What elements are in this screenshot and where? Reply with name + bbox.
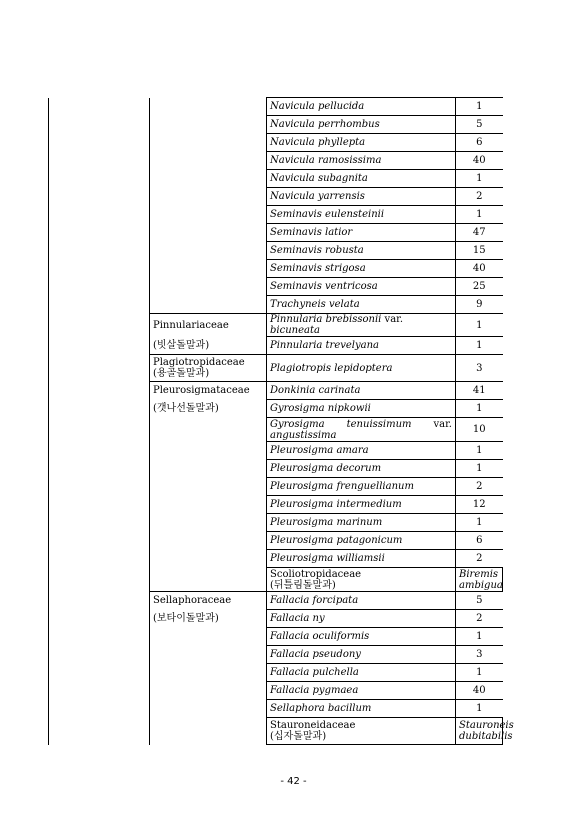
count-cell: 12 — [456, 496, 503, 514]
family-cell — [150, 355, 267, 382]
species-name: Gyrosigma nipkowii — [267, 400, 456, 418]
family-korean: (보타이돌말과) — [150, 610, 267, 628]
species-name: Seminavis strigosa — [267, 260, 456, 278]
species-name: Navicula pellucida — [267, 98, 456, 116]
page-number: - 42 - — [280, 776, 307, 787]
species-name: Navicula subagnita — [267, 170, 456, 188]
species-name: Seminavis robusta — [267, 242, 456, 260]
count-cell: 40 — [456, 260, 503, 278]
species-name: Navicula perrhombus — [267, 116, 456, 134]
count-cell: 1 — [456, 514, 503, 532]
family-name: Stauroneidaceae — [270, 720, 356, 731]
species-name: Gyrosigma tenuissimum var. angustissima — [267, 418, 456, 442]
species-name: Pleurosigma williamsii — [267, 550, 456, 568]
species-name: Pinnularia brebissonii var. bicuneata — [267, 314, 456, 337]
family-cell — [150, 418, 267, 592]
species-name: Pleurosigma decorum — [267, 460, 456, 478]
count-cell: 1 — [456, 460, 503, 478]
count-cell: 3 — [456, 646, 503, 664]
species-name: Navicula ramosissima — [267, 152, 456, 170]
count-cell: 1 — [456, 628, 503, 646]
species-name: Biremis ambigua — [456, 568, 503, 592]
species-name: Pleurosigma frenguellianum — [267, 478, 456, 496]
species-name: Navicula yarrensis — [267, 188, 456, 206]
count-cell: 3 — [456, 355, 503, 382]
species-name: Sellaphora bacillum — [267, 700, 456, 718]
count-cell: 5 — [456, 592, 503, 610]
species-table — [48, 97, 514, 745]
species-name: Plagiotropis lepidoptera — [267, 355, 456, 382]
species-name: Pleurosigma intermedium — [267, 496, 456, 514]
count-cell: 1 — [456, 314, 503, 337]
family-name: Plagiotropidaceae — [153, 357, 245, 368]
species-name: Fallacia oculiformis — [267, 628, 456, 646]
species-name: Stauroneis dubitabilis — [456, 718, 503, 745]
count-cell: 1 — [456, 206, 503, 224]
count-cell: 6 — [456, 532, 503, 550]
species-name: Pleurosigma amara — [267, 442, 456, 460]
count-cell: 15 — [456, 242, 503, 260]
family-name: Pleurosigmataceae — [150, 382, 267, 400]
species-name: Seminavis latior — [267, 224, 456, 242]
species-name: Pleurosigma patagonicum — [267, 532, 456, 550]
order-column — [49, 98, 150, 745]
family-korean: (용골돌말과) — [153, 368, 210, 379]
family-name: Sellaphoraceae — [150, 592, 267, 610]
species-name: Fallacia ny — [267, 610, 456, 628]
species-name: Fallacia pulchella — [267, 664, 456, 682]
count-cell: 1 — [456, 442, 503, 460]
family-korean: (갯나선돌말과) — [150, 400, 267, 418]
family-cell — [267, 718, 456, 745]
species-name: Seminavis eulensteinii — [267, 206, 456, 224]
family-korean: (빗살돌말과) — [150, 337, 267, 355]
count-cell: 2 — [456, 478, 503, 496]
count-cell: 5 — [456, 116, 503, 134]
count-cell: 1 — [456, 700, 503, 718]
count-cell: 47 — [456, 224, 503, 242]
count-cell: 9 — [456, 296, 503, 314]
count-cell: 41 — [456, 382, 503, 400]
count-cell: 1 — [456, 400, 503, 418]
species-name: Pinnularia trevelyana — [267, 337, 456, 355]
count-cell: 2 — [456, 188, 503, 206]
family-korean: (십자돌말과) — [270, 731, 327, 742]
species-name: Navicula phyllepta — [267, 134, 456, 152]
species-name: Donkinia carinata — [267, 382, 456, 400]
family-name: Pinnulariaceae — [150, 314, 267, 337]
count-cell: 2 — [456, 550, 503, 568]
count-cell: 1 — [456, 664, 503, 682]
count-cell: 2 — [456, 610, 503, 628]
species-name: Fallacia forcipata — [267, 592, 456, 610]
family-cell — [150, 628, 267, 745]
count-cell: 40 — [456, 682, 503, 700]
count-cell: 25 — [456, 278, 503, 296]
count-cell: 10 — [456, 418, 503, 442]
species-name: Pleurosigma marinum — [267, 514, 456, 532]
species-name: Seminavis ventricosa — [267, 278, 456, 296]
count-cell: 1 — [456, 337, 503, 355]
species-name: Fallacia pygmaea — [267, 682, 456, 700]
family-cell — [267, 568, 456, 592]
family-korean: (뒤틀림돌말과) — [270, 579, 336, 591]
count-cell: 6 — [456, 134, 503, 152]
count-cell: 40 — [456, 152, 503, 170]
family-name: Scoliotropidaceae — [270, 568, 362, 580]
count-cell: 1 — [456, 170, 503, 188]
species-name: Trachyneis velata — [267, 296, 456, 314]
species-name: Fallacia pseudony — [267, 646, 456, 664]
family-cell — [150, 98, 267, 314]
count-cell: 1 — [456, 98, 503, 116]
